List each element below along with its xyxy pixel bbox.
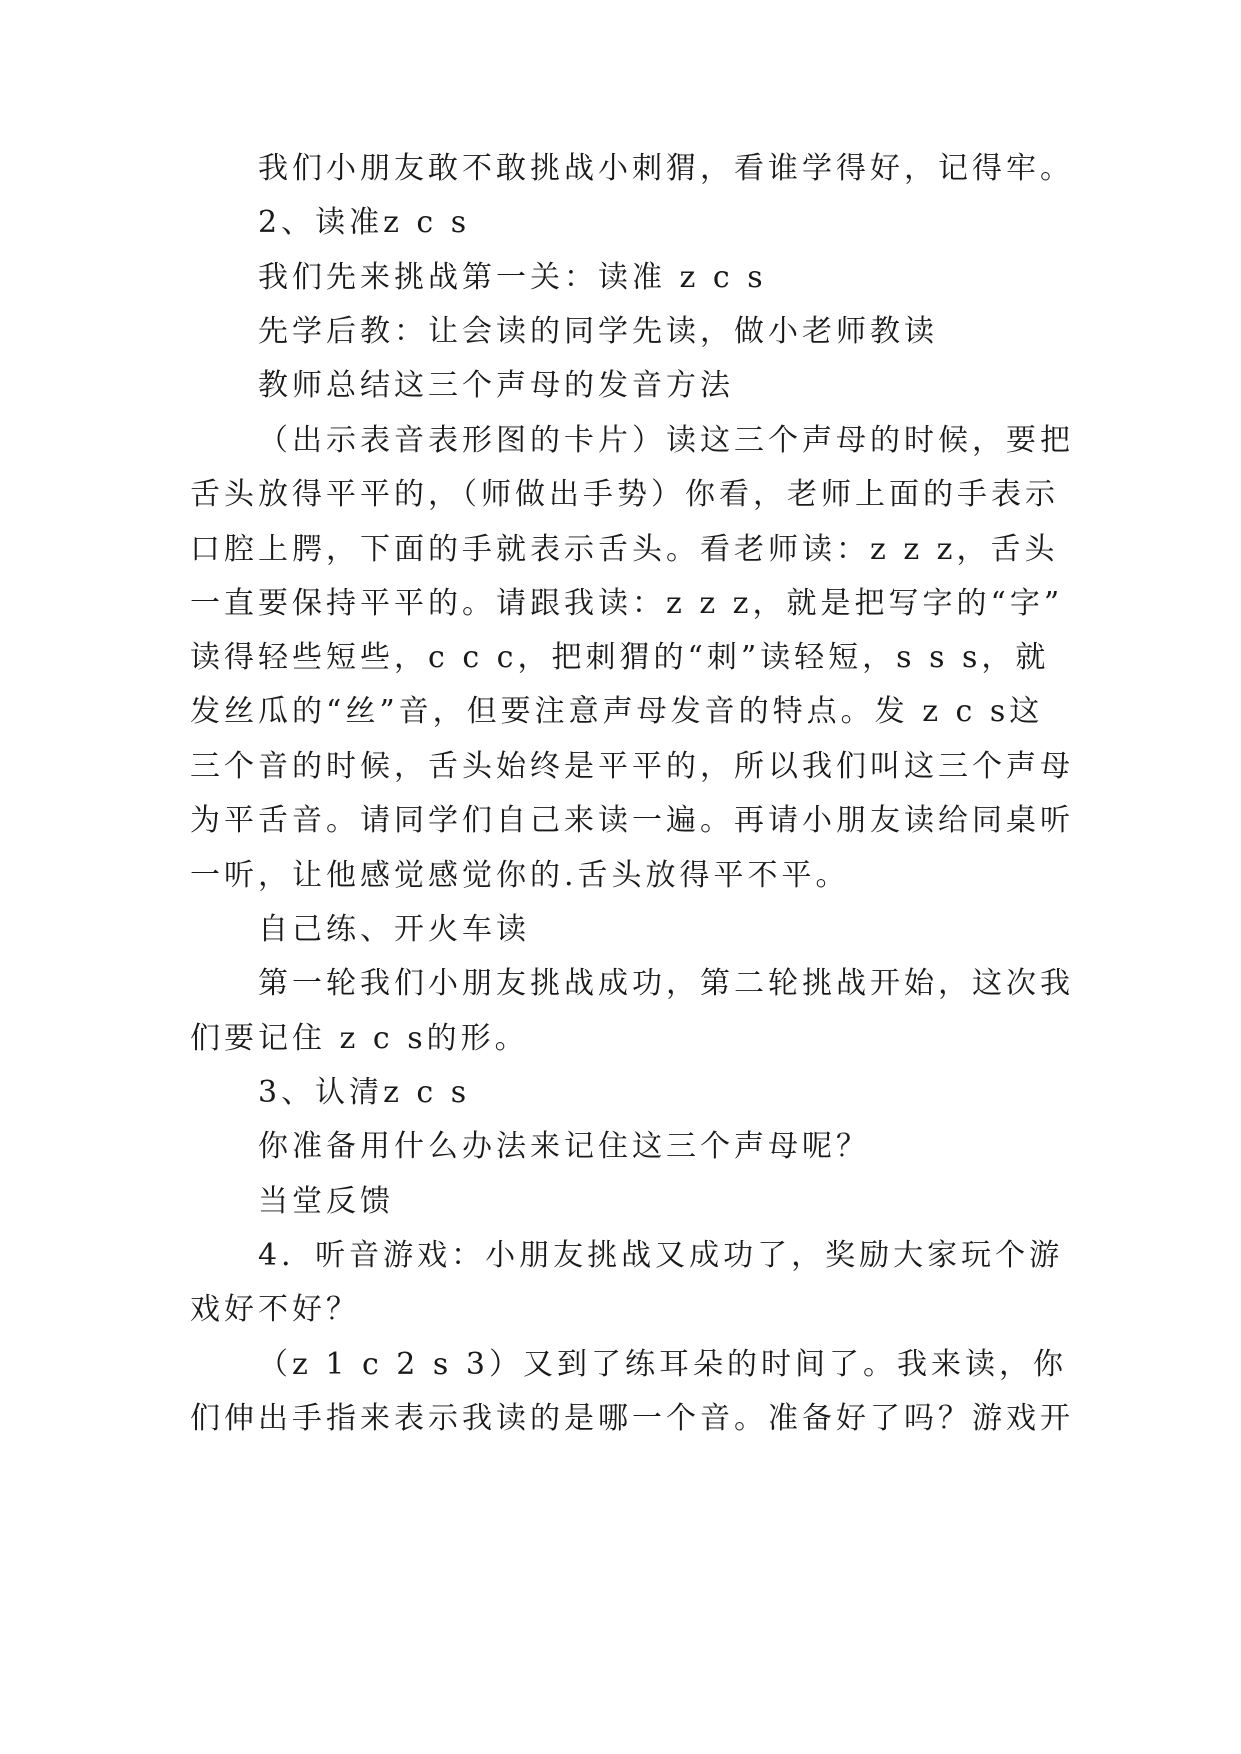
paragraph-line: 你准备用什么办法来记住这三个声母呢？: [258, 1129, 870, 1164]
section-heading: 4．听音游戏：小朋友挑战又成功了，奖励大家玩个游: [258, 1238, 1064, 1273]
paragraph-line: 们伸出手指来表示我读的是哪一个音。准备好了吗？游戏开: [190, 1401, 1074, 1436]
paragraph-line: 发丝瓜的“丝”音，但要注意声母发音的特点。发 z c s这: [190, 694, 1044, 729]
paragraph-line: 教师总结这三个声母的发音方法: [258, 368, 734, 403]
paragraph-line: 三个音的时候，舌头始终是平平的，所以我们叫这三个声母: [190, 749, 1074, 784]
paragraph-line: （z 1 c 2 s 3）又到了练耳朵的时间了。我来读，你: [258, 1347, 1067, 1382]
paragraph-line: 戏好不好？: [190, 1292, 360, 1327]
paragraph-line: 为平舌音。请同学们自己来读一遍。再请小朋友读给同桌听: [190, 803, 1074, 838]
paragraph-line: 们要记住 z c s的形。: [190, 1021, 529, 1056]
paragraph-line: 我们先来挑战第一关：读准 z c s: [258, 260, 767, 295]
paragraph-line: 读得轻些短些，c c c，把刺猬的“刺”读轻短，s s s，就: [190, 640, 1050, 675]
paragraph-line: 一直要保持平平的。请跟我读：z z z，就是把写字的“字”: [190, 586, 1064, 621]
paragraph-line: 第一轮我们小朋友挑战成功，第二轮挑战开始，这次我: [258, 966, 1074, 1001]
paragraph-line: 我们小朋友敢不敢挑战小刺猬，看谁学得好，记得牢。: [258, 151, 1074, 186]
paragraph-line: 先学后教：让会读的同学先读，做小老师教读: [258, 314, 938, 349]
section-heading: 3、认清z c s: [258, 1075, 471, 1110]
paragraph-line: 口腔上腭，下面的手就表示舌头。看老师读：z z z，舌头: [190, 532, 1059, 567]
paragraph-line: 一听，让他感觉感觉你的.舌头放得平不平。: [190, 858, 850, 893]
paragraph-line: 舌头放得平平的，（师做出手势）你看，老师上面的手表示: [190, 477, 1059, 512]
section-heading: 2、读准z c s: [258, 205, 471, 240]
paragraph-line: （出示表音表形图的卡片）读这三个声母的时候，要把: [258, 423, 1074, 458]
paragraph-line: 自己练、开火车读: [258, 912, 530, 947]
paragraph-line: 当堂反馈: [258, 1184, 394, 1219]
